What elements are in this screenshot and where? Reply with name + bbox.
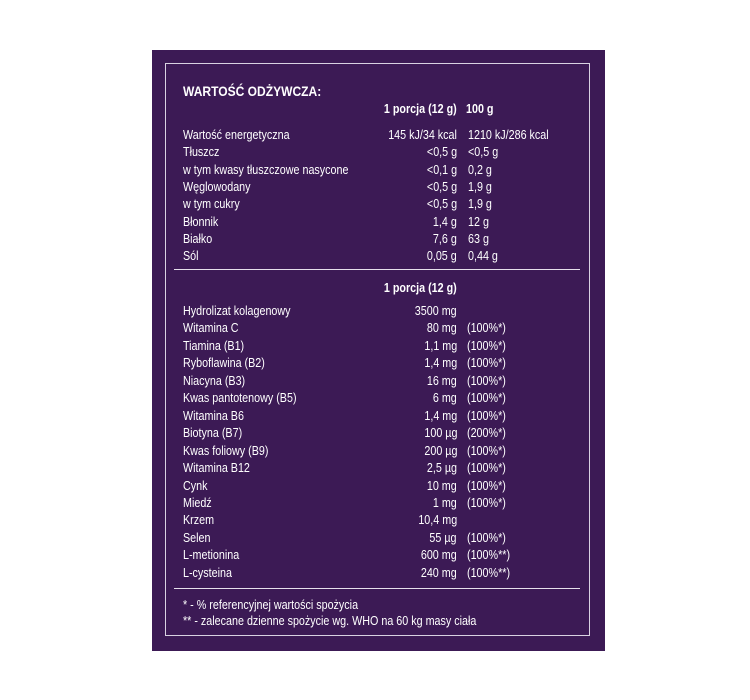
nutrition-row-per100: 0,2 g	[468, 162, 492, 177]
nutrition-row-per100: 0,44 g	[468, 249, 498, 264]
ingredient-row-name: Cynk	[183, 478, 208, 493]
ingredient-row-rws: (100%*)	[467, 530, 506, 545]
footnote-divider	[174, 588, 580, 589]
ingredient-row-rws: (100%*)	[467, 373, 506, 388]
nutrition-row-per100: 12 g	[468, 214, 489, 229]
ingredient-row-name: Niacyna (B3)	[183, 373, 246, 388]
ingredient-row-rws: (100%*)	[467, 338, 506, 353]
ingredient-row-amount: 200 µg	[423, 443, 457, 458]
ingredient-row-amount: 10,4 mg	[418, 513, 457, 528]
nutrition-row-name: w tym cukry	[183, 197, 240, 212]
ingredient-row-rws: (100%**)	[467, 565, 511, 580]
nutrition-row-name: Wartość energetyczna	[183, 128, 290, 142]
nutrition-row-portion: <0,5 g	[426, 197, 457, 212]
ingredient-row-rws: (100%**)	[467, 548, 511, 563]
ingredient-row-rws: (100%*)	[467, 391, 506, 406]
nutrition-row-portion: 1,4 g	[433, 214, 457, 229]
footnote-single-star: * - % referencyjnej wartości spożycia	[183, 598, 359, 612]
ingredient-row-name: Witamina B6	[183, 408, 244, 423]
ingredient-row-name: Miedź	[183, 495, 212, 510]
nutrition-row-per100: 1,9 g	[468, 179, 492, 194]
ingredient-row-rws: (100%*)	[467, 478, 506, 493]
ingredient-row-rws: (100%*)	[467, 461, 506, 476]
section-divider	[174, 269, 580, 270]
nutrition-row-name: Tłuszcz	[183, 145, 220, 160]
ingredient-row-amount: 2,5 µg	[426, 461, 457, 476]
label-title: WARTOŚĆ ODŻYWCZA:	[183, 83, 322, 99]
ingredient-row-name: Witamina C	[183, 321, 239, 336]
ingredients-header-portion: 1 porcja (12 g)	[384, 281, 457, 295]
ingredient-row-amount: 55 µg	[429, 530, 457, 545]
ingredient-row-amount: 10 mg	[427, 478, 457, 493]
nutrition-header-portion: 1 porcja (12 g)	[384, 102, 457, 116]
nutrition-row-per100: <0,5 g	[468, 145, 499, 160]
nutrition-row-portion: 7,6 g	[433, 231, 457, 246]
ingredient-row-name: L-metionina	[183, 548, 240, 563]
ingredient-row-amount: 1 mg	[433, 495, 457, 510]
nutrition-row-portion: <0,5 g	[426, 179, 457, 194]
ingredient-row-amount: 1,1 mg	[424, 338, 457, 353]
ingredient-row-amount: 1,4 mg	[424, 408, 457, 423]
ingredient-row-amount: 600 mg	[421, 548, 457, 563]
ingredient-row-rws: (100%*)	[467, 356, 506, 371]
nutrition-row-name: Węglowodany	[183, 179, 251, 194]
ingredient-row-name: Ryboflawina (B2)	[183, 356, 265, 371]
nutrition-row-portion: 145 kJ/34 kcal	[388, 128, 457, 142]
footnote-double-star: ** - zalecane dzienne spożycie wg. WHO na 60 kg masy ciała	[183, 614, 477, 628]
ingredient-row-name: Kwas foliowy (B9)	[183, 443, 269, 458]
nutrition-row-name: w tym kwasy tłuszczowe nasycone	[183, 162, 349, 177]
ingredient-row-amount: 6 mg	[433, 391, 457, 406]
nutrition-row-per100: 1,9 g	[468, 197, 492, 212]
ingredient-row-amount: 100 µg	[423, 426, 457, 441]
ingredient-row-rws: (100%*)	[467, 495, 506, 510]
ingredient-row-name: Witamina B12	[183, 461, 250, 476]
nutrition-row-per100: 1210 kJ/286 kcal	[468, 128, 549, 142]
ingredient-row-name: Kwas pantotenowy (B5)	[183, 391, 297, 406]
ingredient-row-amount: 240 mg	[421, 565, 457, 580]
ingredient-row-name: Selen	[183, 530, 211, 545]
nutrition-row-portion: <0,5 g	[426, 145, 457, 160]
ingredient-row-name: Krzem	[183, 513, 215, 528]
ingredient-row-rws: (200%*)	[467, 426, 506, 441]
ingredient-row-rws: (100%*)	[467, 321, 506, 336]
ingredient-row-name: Tiamina (B1)	[183, 338, 245, 353]
nutrition-row-name: Sól	[183, 249, 199, 264]
ingredient-row-amount: 80 mg	[427, 321, 457, 336]
nutrition-row-portion: <0,1 g	[426, 162, 457, 177]
nutrition-row-portion: 0,05 g	[427, 249, 457, 264]
ingredient-row-name: Biotyna (B7)	[183, 426, 243, 441]
ingredient-row-amount: 16 mg	[427, 373, 457, 388]
ingredient-row-name: Hydrolizat kolagenowy	[183, 304, 291, 318]
ingredient-row-amount: 1,4 mg	[424, 356, 457, 371]
nutrition-row-name: Białko	[183, 231, 213, 246]
ingredient-row-rws: (100%*)	[467, 443, 506, 458]
ingredient-row-name: L-cysteina	[183, 565, 233, 580]
nutrition-row-per100: 63 g	[468, 231, 489, 246]
nutrition-row-name: Błonnik	[183, 214, 219, 229]
ingredient-row-rws: (100%*)	[467, 408, 506, 423]
nutrition-header-100g: 100 g	[466, 102, 494, 116]
ingredient-row-amount: 3500 mg	[415, 304, 457, 318]
